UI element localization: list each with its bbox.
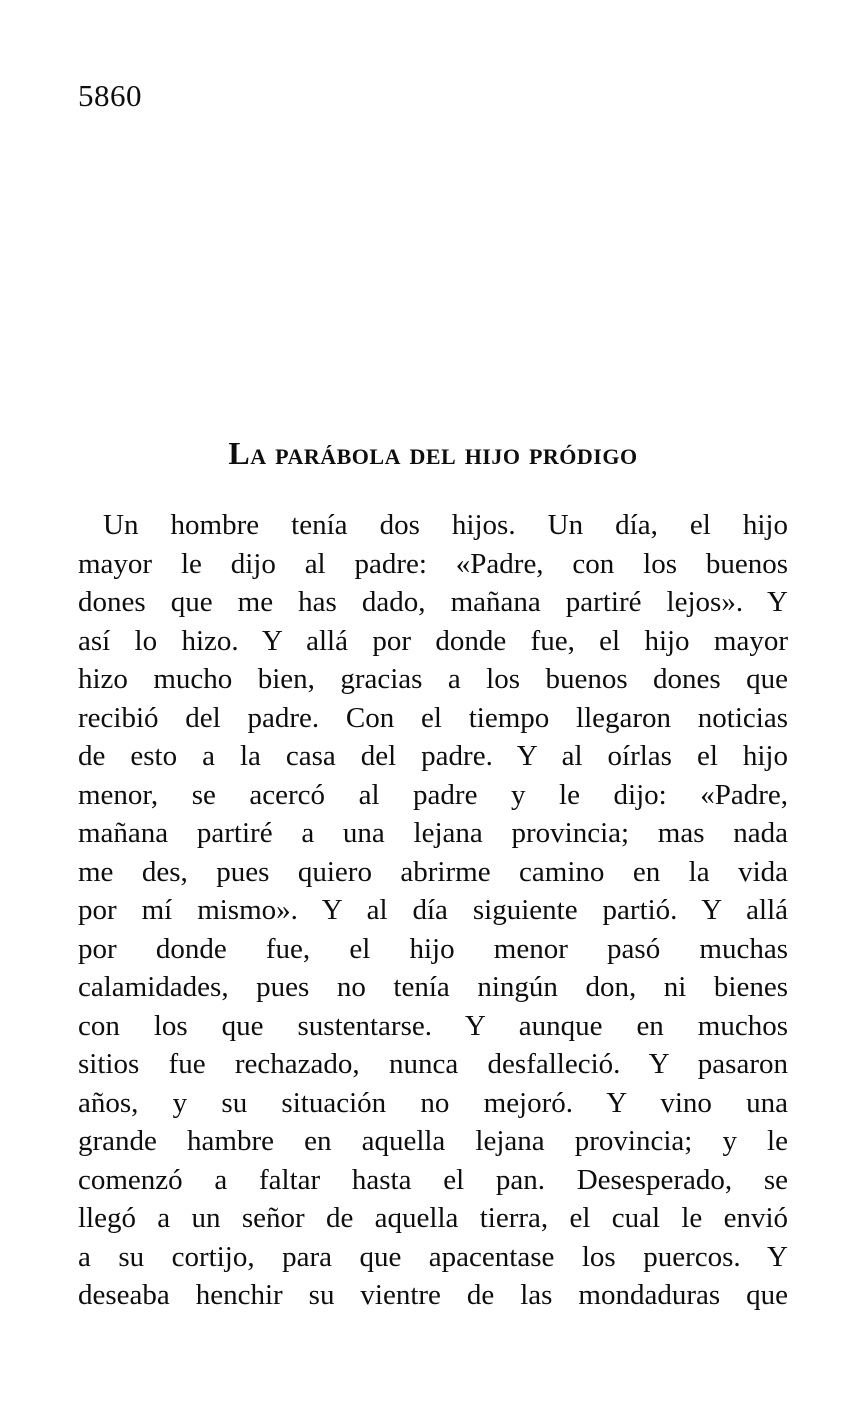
text-line: Un hombre tenía dos hijos. Un día, el hijo bbox=[103, 509, 788, 541]
page-number: 5860 bbox=[78, 78, 142, 113]
chapter-title: La parábola del hijo pródigo bbox=[228, 435, 638, 471]
text-line: hizo mucho bien, gracias a los buenos dones que bbox=[78, 663, 788, 695]
text-line: menor, se acercó al padre y le dijo: «Padre, bbox=[78, 778, 788, 811]
text-line: mañana partiré a una lejana provincia; mas nada bbox=[78, 817, 788, 849]
text-line: por donde fue, el hijo menor pasó muchas bbox=[78, 932, 788, 965]
paragraph bbox=[78, 506, 788, 1315]
text-line: de esto a la casa del padre. Y al oírlas el hijo bbox=[78, 740, 788, 772]
text-line: grande hambre en aquella lejana provincia; y le bbox=[78, 1125, 788, 1157]
text-line: por mí mismo». Y al día siguiente partió. Y allá bbox=[78, 894, 788, 926]
text-line: años, y su situación no mejoró. Y vino una bbox=[78, 1086, 788, 1119]
text-line: mayor le dijo al padre: «Padre, con los buenos bbox=[78, 547, 788, 580]
text-line: dones que me has dado, mañana partiré lejos». Y bbox=[78, 586, 788, 618]
text-line: a su cortijo, para que apacentase los puercos. Y bbox=[78, 1240, 788, 1273]
text-line: me des, pues quiero abrirme camino en la vida bbox=[78, 855, 788, 888]
text-line: así lo hizo. Y allá por donde fue, el hijo mayor bbox=[78, 624, 788, 657]
text-line: sitios fue rechazado, nunca desfalleció. Y pasaron bbox=[78, 1048, 788, 1080]
text-line: calamidades, pues no tenía ningún don, ni bienes bbox=[78, 971, 788, 1003]
text-line: con los que sustentarse. Y aunque en muchos bbox=[78, 1009, 788, 1042]
text-line: comenzó a faltar hasta el pan. Desesperado, se bbox=[78, 1163, 788, 1196]
text-line: recibió del padre. Con el tiempo llegaron noticias bbox=[78, 701, 788, 734]
text-line: llegó a un señor de aquella tierra, el cual le envió bbox=[78, 1202, 788, 1234]
text-line: deseaba henchir su vientre de las mondaduras que bbox=[78, 1279, 788, 1311]
